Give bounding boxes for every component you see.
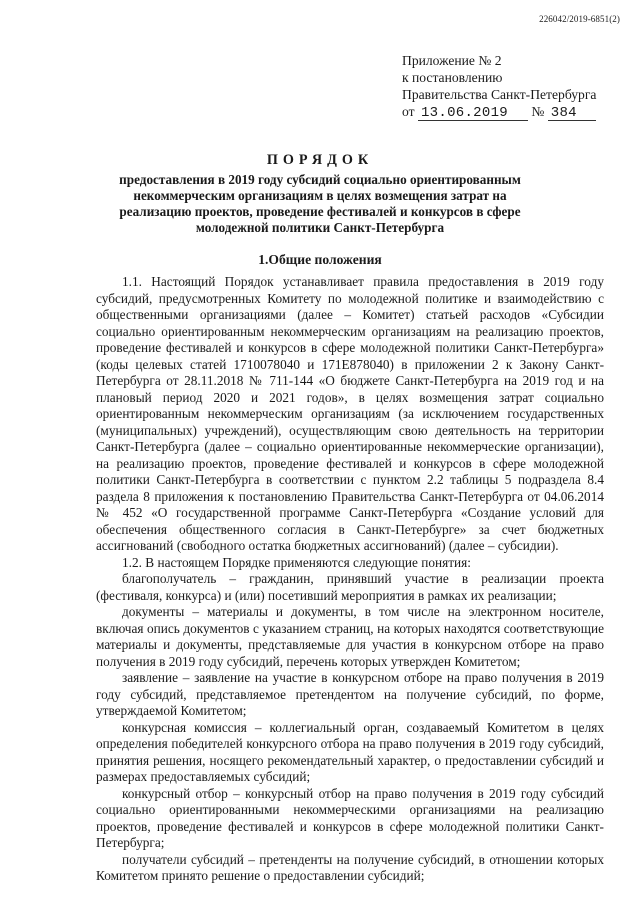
appendix-line-3: Правительства Санкт-Петербурга — [402, 87, 597, 102]
definition-commission: конкурсная комиссия – коллегиальный орган, создаваемый Комитетом в целях определения победителей конкурсного отбора на право получения в 2019 году субсидий, принятия решения, носящего рекомендательный характер, о предоставлении субсидий и размерах предоставляемых субсидий; — [96, 719, 604, 784]
paragraph-1-2: 1.2. В настоящем Порядке применяются следующие понятия: — [122, 554, 471, 570]
appendix-date-row — [402, 103, 596, 121]
number-label: № — [531, 104, 545, 119]
definition-selection: конкурсный отбор – конкурсный отбор на право получения в 2019 году субсидий социально ориентированными некоммерческими организациями на реализацию проектов, проведение фестивалей и конкурсов в сфере молодежной политики Санкт-Петербурга; — [96, 785, 604, 850]
definition-application: заявление – заявление на участие в конкурсном отборе на право получения в 2019 году субсидий, представляемое претендентом на получение субсидий, по форме, утверждаемой Комитетом; — [96, 670, 604, 718]
definition-beneficiary: благополучатель – гражданин, принявший участие в реализации проекта (фестиваля, конкурса) и (или) посетивший мероприятия в рамках их реализации; — [96, 571, 604, 603]
handwritten-number: 384 — [548, 106, 596, 121]
paragraph-1-1: 1.1. Настоящий Порядок устанавливает правила предоставления в 2019 году субсидий, предусмотренных Комитету по молодежной политике и взаимодействию с общественными организациями (далее – Комитет) статьей расходов «Субсидии социально ориентированным некоммерческим организациям на реализацию проектов, проведение фестивалей и конкурсов в сфере молодежной политики Санкт-Петербурга» (коды целевых статей 1710078040 и 171Е878040) в приложении 2 к Закону Санкт-Петербурга от 28.11.2018 № 711-144 «О бюджете Санкт-Петербурга на 2019 год и на плановый период 2020 и 2021 годов», в целях возмещения затрат социально ориентированным некоммерческим организациям (за исключением государственных (муниципальных) учреждений), осуществляющим свою деятельность на территории Санкт-Петербурга (далее – социально ориентированные некоммерческие организации), на реализацию проектов, проведение фестивалей и конкурсов в сфере молодежной политики Санкт-Петербурга в соответствии с пунктом 2.2 таблицы 5 подраздела 8.4 раздела 8 приложения к постановлению Правительства Санкт-Петербурга от 04.06.2014 № 452 «О государственной программе Санкт-Петербурга «Создание условий для обеспечения общественного согласия в Санкт-Петербурге» за счет бюджетных ассигнований (свободного остатка бюджетных ассигнований) (далее – субсидии). — [96, 274, 604, 553]
appendix-block — [402, 52, 596, 121]
appendix-line-2: к постановлению — [402, 70, 503, 85]
definition-recipients: получатели субсидий – претенденты на получение субсидий, в отношении которых Комитетом принято решение о предоставлении субсидий; — [96, 851, 604, 883]
section-heading: 1.Общие положения — [258, 252, 382, 267]
document-subtitle: предоставления в 2019 году субсидий социально ориентированным некоммерческим организациям в целях возмещения затрат на реализацию проектов, проведение фестивалей и конкурсов в сфере молодежной политики Санкт-Петербурга — [119, 172, 521, 235]
document-registration-number: 226042/2019-6851(2) — [539, 14, 620, 24]
appendix-line-1: Приложение № 2 — [402, 53, 502, 68]
document-body — [96, 274, 604, 885]
handwritten-date: 13.06.2019 — [418, 106, 528, 121]
definition-documents: документы – материалы и документы, в том числе на электронном носителе, включая опись документов с указанием страниц, на которых находятся соответствующие материалы и документы, представляемые для участия в конкурсном отборе на право получения в 2019 году субсидий, перечень которых утвержден Комитетом; — [96, 604, 604, 669]
document-title: ПОРЯДОК — [266, 152, 374, 168]
from-label: от — [402, 104, 415, 119]
